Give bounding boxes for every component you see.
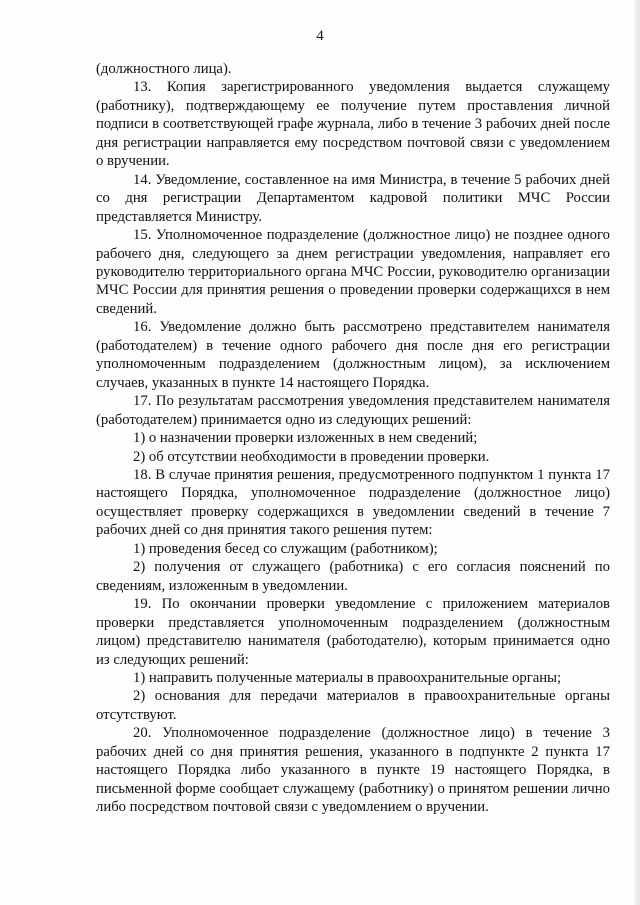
paragraph-17: 17. По результатам рассмотрения уведомления представителем нанимателя (работодателем) принимается одно из следующих решений:: [96, 393, 610, 428]
paragraph-16: 16. Уведомление должно быть рассмотрено представителем нанимателя (работодателем) в течение одного рабочего дня после дня его регистрации уполномоченным подразделением (должностным лицом), за исключением случаев, указанных в пункте 14 настоящего Порядка.: [96, 319, 610, 391]
paragraph-19: 19. По окончании проверки уведомление с приложением материалов проверки представляется уполномоченным подразделением (должностным лицом) представителю нанимателя (работодателю), которым принимается одно из следующих решений:: [96, 596, 610, 668]
list-item-17-2: 2) об отсутствии необходимости в проведении проверки.: [133, 448, 490, 465]
paragraph-15: 15. Уполномоченное подразделение (должностное лицо) не позднее одного рабочего дня, следующего за днем регистрации уведомления, направляет его руководителю территориального органа МЧС России, руководителю организации МЧС России для принятия решения о проведении проверки содержащихся в нем сведений.: [96, 227, 610, 317]
scan-edge-shadow: [634, 0, 640, 905]
page-number: 4: [316, 28, 324, 44]
list-item-18-2: 2) получения от служащего (работника) с его согласия пояснений по сведениям, изложенным в уведомлении.: [96, 559, 610, 594]
paragraph-continuation: (должностного лица).: [96, 61, 232, 77]
list-item-17-1: 1) о назначении проверки изложенных в нем сведений;: [133, 430, 478, 447]
list-item-19-2: 2) основания для передачи материалов в правоохранительные органы отсутствуют.: [96, 688, 610, 723]
paragraph-14: 14. Уведомление, составленное на имя Министра, в течение 5 рабочих дней со дня регистрации Департаментом кадровой политики МЧС России представляется Министру.: [96, 171, 610, 225]
list-item-19-1: 1) направить полученные материалы в правоохранительные органы;: [133, 669, 562, 686]
paragraph-18: 18. В случае принятия решения, предусмотренного подпунктом 1 пункта 17 настоящего Порядка, уполномоченное подразделение (должностное лицо) осуществляет проверку содержащихся в уведомлении сведений в течение 7 рабочих дней со дня принятия такого решения путем:: [96, 466, 610, 539]
paragraph-13: 13. Копия зарегистрированного уведомления выдается служащему (работнику), подтверждающему ее получение путем проставления личной подписи в соответствующей графе журнала, либо в течение 3 рабочих дней после дня регистрации направляется ему посредством почтовой связи с уведомлением о вручении.: [96, 79, 610, 170]
document-body: [96, 60, 610, 817]
list-item-18-1: 1) проведения бесед со служащим (работником);: [133, 540, 438, 557]
paragraph-20: 20. Уполномоченное подразделение (должностное лицо) в течение 3 рабочих дней со дня принятия решения, указанного в подпункте 2 пункта 17 настоящего Порядка либо указанного в пункте 19 настоящего Порядка, в письменной форме сообщает служащему (работнику) о принятом решении лично либо посредством почтовой связи с уведомлением о вручении.: [96, 725, 610, 816]
